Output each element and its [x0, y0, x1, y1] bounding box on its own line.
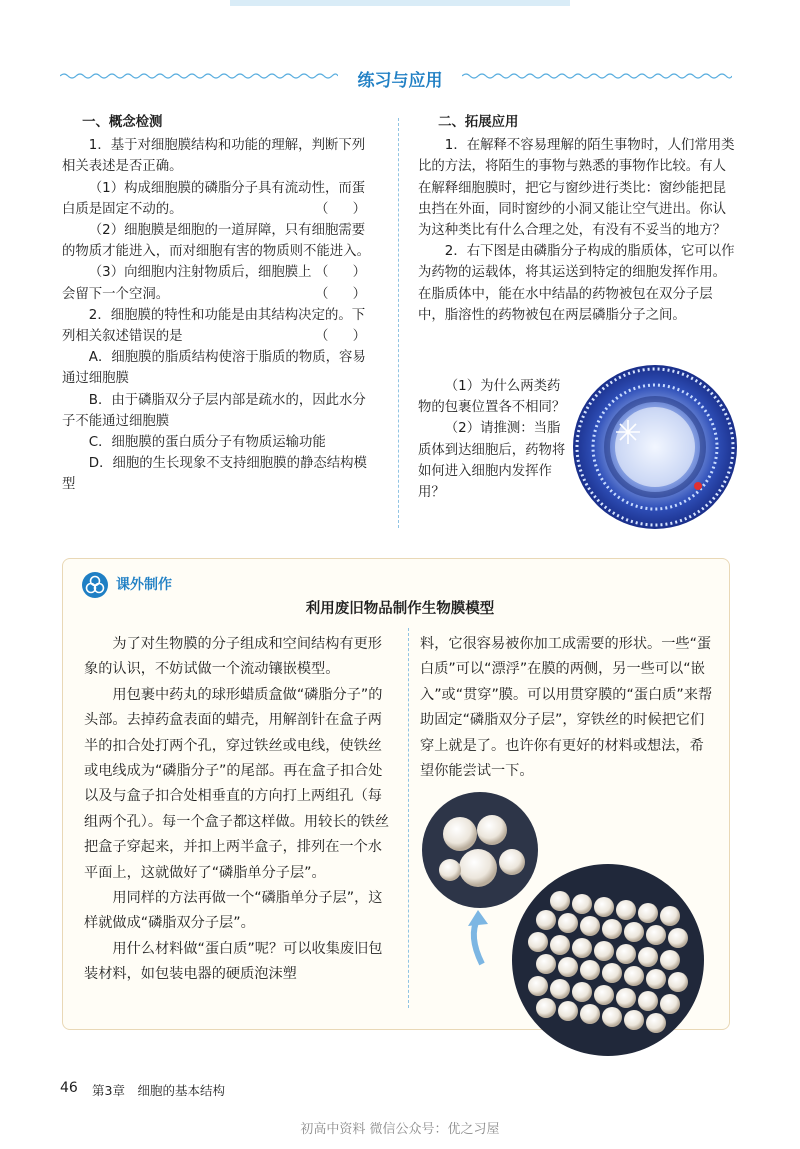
- extension-question-1: 1．在解释不容易理解的陌生事物时，人们常用类比的方法，将陌生的事物与熟悉的事物作比较。有人在解释细胞膜时，把它与窗纱进行类比：窗纱能把昆虫挡在外面，同时窗纱的小洞又能让空气进出。你认为这种类比有什么合理之处，有没有不妥当的地方？: [418, 138, 735, 239]
- page-number: 46: [60, 1080, 78, 1096]
- answer-blank: （ ）: [314, 201, 376, 217]
- right-wave-line: [462, 66, 732, 86]
- answer-blank: （ ）: [314, 265, 376, 281]
- extension-subquestions: [418, 376, 566, 503]
- phospholipid-ball: [580, 916, 600, 936]
- liposome-illustration: [570, 362, 740, 532]
- phospholipid-ball: [528, 932, 548, 952]
- phospholipid-ball: [638, 991, 658, 1011]
- phospholipid-ball: [646, 925, 666, 945]
- phospholipid-ball: [624, 922, 644, 942]
- extension-question-2: 2．右下图是由磷脂分子构成的脂质体，它可以作为药物的运载体，将其运送到特定的细胞发挥作用。在脂质体中，能在水中结晶的药物被包在双分子层中，脂溶性的药物被包在两层磷脂分子之间。: [418, 244, 735, 323]
- phospholipid-ball: [602, 963, 622, 983]
- left-wave-line: [60, 66, 338, 86]
- phospholipid-ball: [660, 906, 680, 926]
- phospholipid-ball: [580, 960, 600, 980]
- watermark-text: 初高中资料 微信公众号：优之习屋: [300, 1122, 500, 1137]
- phospholipid-ball: [660, 994, 680, 1014]
- phospholipid-ball: [536, 954, 556, 974]
- phospholipid-ball: [638, 947, 658, 967]
- box-right-column: [420, 632, 716, 784]
- phospholipid-ball: [572, 938, 592, 958]
- phospholipid-ball: [550, 891, 570, 911]
- extension-q2-2: （2）请推测：当脂质体到达细胞后，药物将如何进入细胞内发挥作用？: [418, 421, 566, 501]
- phospholipid-ball: [638, 903, 658, 923]
- box-title: 利用废旧物品制作生物膜模型: [305, 601, 495, 617]
- phospholipid-ball: [624, 966, 644, 986]
- phospholipid-ball: [550, 979, 570, 999]
- badge-label: 课外制作: [116, 577, 172, 593]
- box-paragraph: 用包裹中药丸的球形蜡质盒做“磷脂分子”的头部。去掉药盒表面的蜡壳，用解剖针在盒子两半的扣合处打两个孔，穿过铁丝或电线，使铁丝或电线成为“磷脂分子”的尾部。再在盒子扣合处以及与盒子扣合处相垂直的方向打上两组孔（每组两个孔）。每一个盒子都这样做。用较长的铁丝把盒子穿起来，并扣上两半盒子，排列在一个水平面上，这就做好了“磷脂单分子层”。: [84, 686, 390, 881]
- question-1-item-1: [62, 178, 376, 220]
- option-a: A．细胞膜的脂质结构使溶于脂质的物质，容易通过细胞膜: [62, 350, 366, 387]
- extension-q2-1: （1）为什么两类药物的包裹位置各不相同？: [418, 379, 566, 416]
- chapter-label: 第3章 细胞的基本结构: [92, 1083, 225, 1098]
- option-d: D．细胞的生长现象不支持细胞膜的静态结构模型: [62, 456, 367, 493]
- option-b: B．由于磷脂双分子层内部是疏水的，因此水分子不能通过细胞膜: [62, 392, 366, 429]
- extension-column: [418, 112, 736, 326]
- q1-2-text: （2）细胞膜是细胞的一道屏障，只有细胞需要的物质才能进入，而对细胞有害的物质则不能进入。: [62, 223, 370, 260]
- phospholipid-ball: [580, 1004, 600, 1024]
- phospholipid-ball: [602, 1007, 622, 1027]
- phospholipid-ball: [660, 950, 680, 970]
- phospholipid-ball: [646, 969, 666, 989]
- phospholipid-ball: [572, 894, 592, 914]
- phospholipid-ball: [616, 988, 636, 1008]
- question-1-item-2: [62, 220, 376, 281]
- box-paragraph: 用什么材料做“蛋白质”呢？可以收集废旧包装材料，如包装电器的硬质泡沫塑: [84, 940, 383, 983]
- phospholipid-ball: [536, 910, 556, 930]
- phospholipid-ball: [558, 957, 578, 977]
- box-left-column: [84, 632, 390, 988]
- answer-blank: （ ）: [314, 286, 376, 302]
- phospholipid-ball: [616, 900, 636, 920]
- phospholipid-ball: [594, 985, 614, 1005]
- q1-1-text: （1）构成细胞膜的磷脂分子具有流动性，而蛋白质是固定不动的。: [62, 180, 366, 217]
- phospholipid-ball: [668, 928, 688, 948]
- phospholipid-ball: [550, 935, 570, 955]
- box-right-paragraph: 料，它很容易被你加工成需要的形状。一些“蛋白质”可以“漂浮”在膜的两侧，另一些可以“嵌入”或“贯穿”膜。可以用贯穿膜的“蛋白质”来帮助固定“磷脂双分子层”，穿铁丝的时候把它们穿上就是了。也许你有更好的材料或想法，希望你能尝试一下。: [420, 636, 713, 780]
- box-column-divider: [408, 628, 409, 1008]
- answer-blank: （ ）: [314, 329, 376, 345]
- concept-check-column: [62, 112, 376, 496]
- phospholipid-ball: [646, 1013, 666, 1033]
- phospholipid-ball: [536, 998, 556, 1018]
- phospholipid-ball: [624, 1010, 644, 1030]
- craft-badge-icon: [82, 572, 108, 598]
- concept-check-heading: 一、概念检测: [82, 115, 163, 130]
- phospholipid-ball: [572, 982, 592, 1002]
- top-decor-bar: [230, 0, 570, 6]
- question-2-intro: [62, 305, 376, 347]
- box-paragraph: 为了对生物膜的分子组成和空间结构有更形象的认识，不妨试做一个流动镶嵌模型。: [84, 636, 382, 678]
- box-paragraph: 用同样的方法再做一个“磷脂单分子层”，这样就做成“磷脂双分子层”。: [84, 890, 383, 932]
- phospholipid-ball: [558, 1001, 578, 1021]
- phospholipid-ball: [558, 913, 578, 933]
- extension-heading: 二、拓展应用: [438, 115, 519, 130]
- phospholipid-ball: [594, 941, 614, 961]
- q1-3-text: （3）向细胞内注射物质后，细胞膜上会留下一个空洞。: [62, 265, 312, 302]
- q2-text: 2．细胞膜的特性和功能是由其结构决定的。下列相关叙述错误的是: [62, 307, 366, 345]
- phospholipid-ball: [668, 972, 688, 992]
- phospholipid-ball: [528, 976, 548, 996]
- option-c: C．细胞膜的蛋白质分子有物质运输功能: [88, 435, 326, 451]
- membrane-model-photo: [420, 788, 720, 1056]
- phospholipid-ball: [616, 944, 636, 964]
- phospholipid-ball: [594, 897, 614, 917]
- section-title: 练习与应用: [357, 71, 443, 91]
- question-1-intro: 1．基于对细胞膜结构和功能的理解，判断下列相关表述是否正确。: [62, 138, 366, 175]
- phospholipid-ball: [602, 919, 622, 939]
- column-divider: [398, 118, 399, 528]
